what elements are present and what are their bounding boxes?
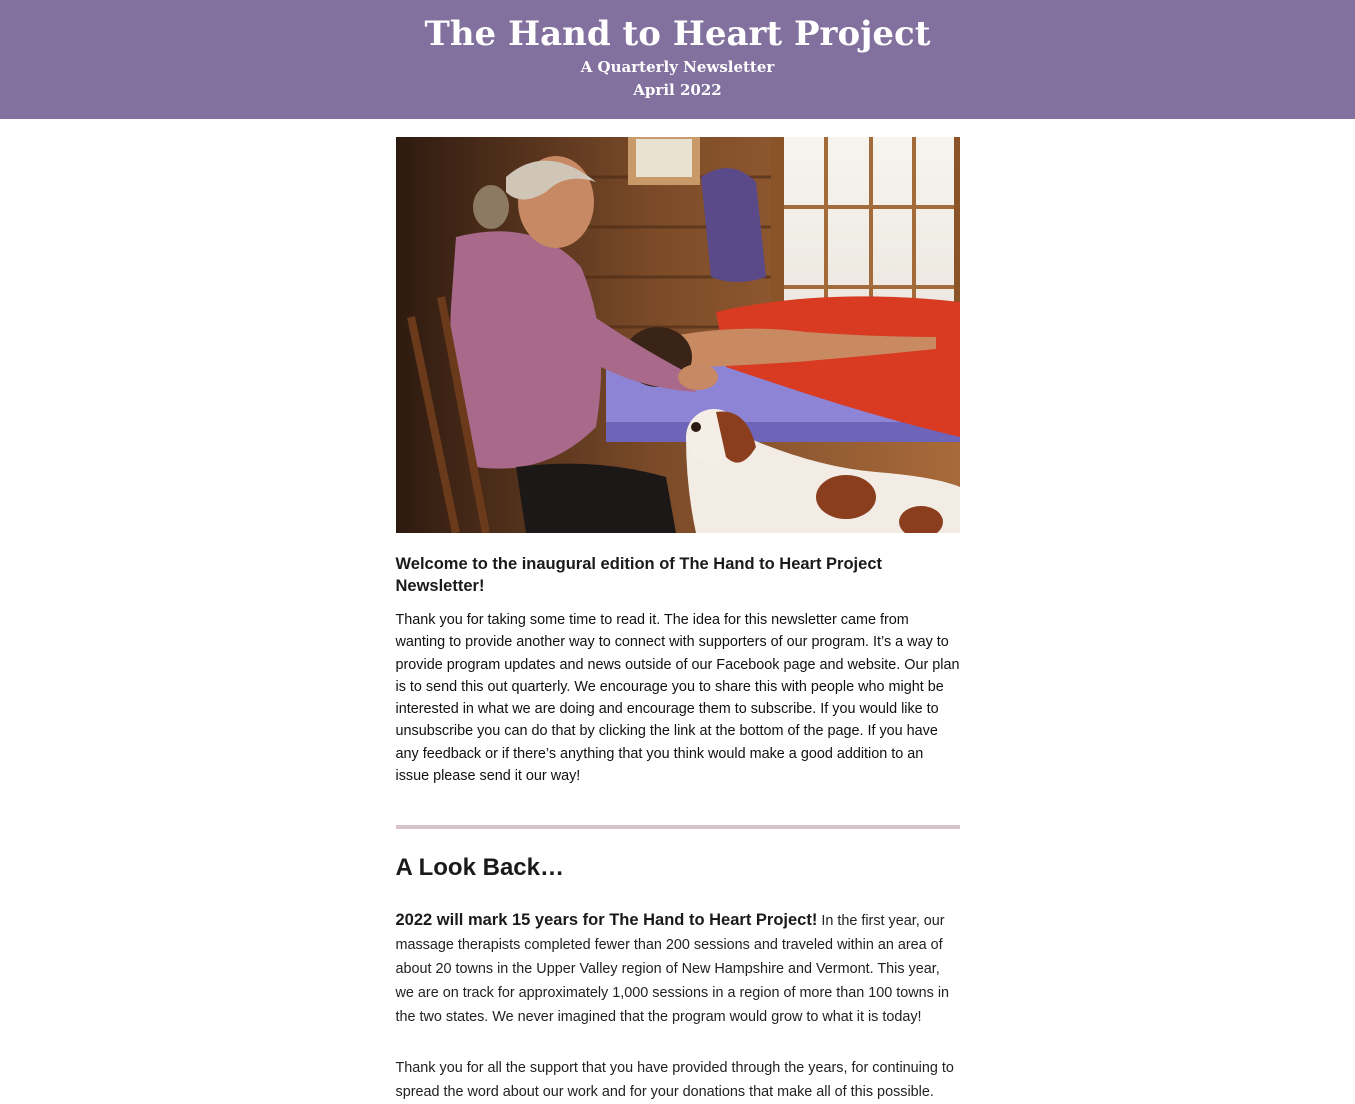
hero-photo (396, 137, 960, 533)
newsletter-date: April 2022 (633, 81, 722, 99)
section-divider (396, 825, 960, 829)
look-back-body: In the first year, our massage therapists completed fewer than 200 sessions and traveled within an area of about 20 towns in the Upper Valley region of New Hampshire and Vermont. This year, we are on track for approximately 1,000 sessions in a region of more than 100 towns in the two states. We never imagined that the program would grow to what it is today! (395, 913, 950, 1026)
newsletter-subtitle: A Quarterly Newsletter (580, 58, 775, 76)
newsletter-body (396, 119, 960, 1104)
look-back-paragraph (396, 908, 960, 1029)
welcome-paragraph: Thank you for taking some time to read it. The idea for this newsletter came from wanting to provide another way to connect with supporters of our program. It’s a way to provide program updates and news outside of our Facebook page and website. Our plan is to send this out quarterly. We encourage you to share this with people who might be interested in what we are doing and encourage them to subscribe. If you would like to unsubscribe you can do that by clicking the link at the bottom of the page. If you have any feedback or if there’s anything that you think would make a good addition to an issue please send it our way! (395, 612, 960, 785)
look-back-lead: 2022 will mark 15 years for The Hand to Heart Project! (395, 911, 818, 930)
welcome-heading: Welcome to the inaugural edition of The Hand to Heart Project Newsletter! (395, 555, 882, 595)
look-back-title: A Look Back… (395, 854, 564, 882)
newsletter-header (0, 0, 1355, 119)
newsletter-title: The Hand to Heart Project (424, 14, 931, 54)
thanks-paragraph: Thank you for all the support that you have provided through the years, for continuing to spread the word about our work and for your donations that make all of this possible. (395, 1060, 954, 1101)
